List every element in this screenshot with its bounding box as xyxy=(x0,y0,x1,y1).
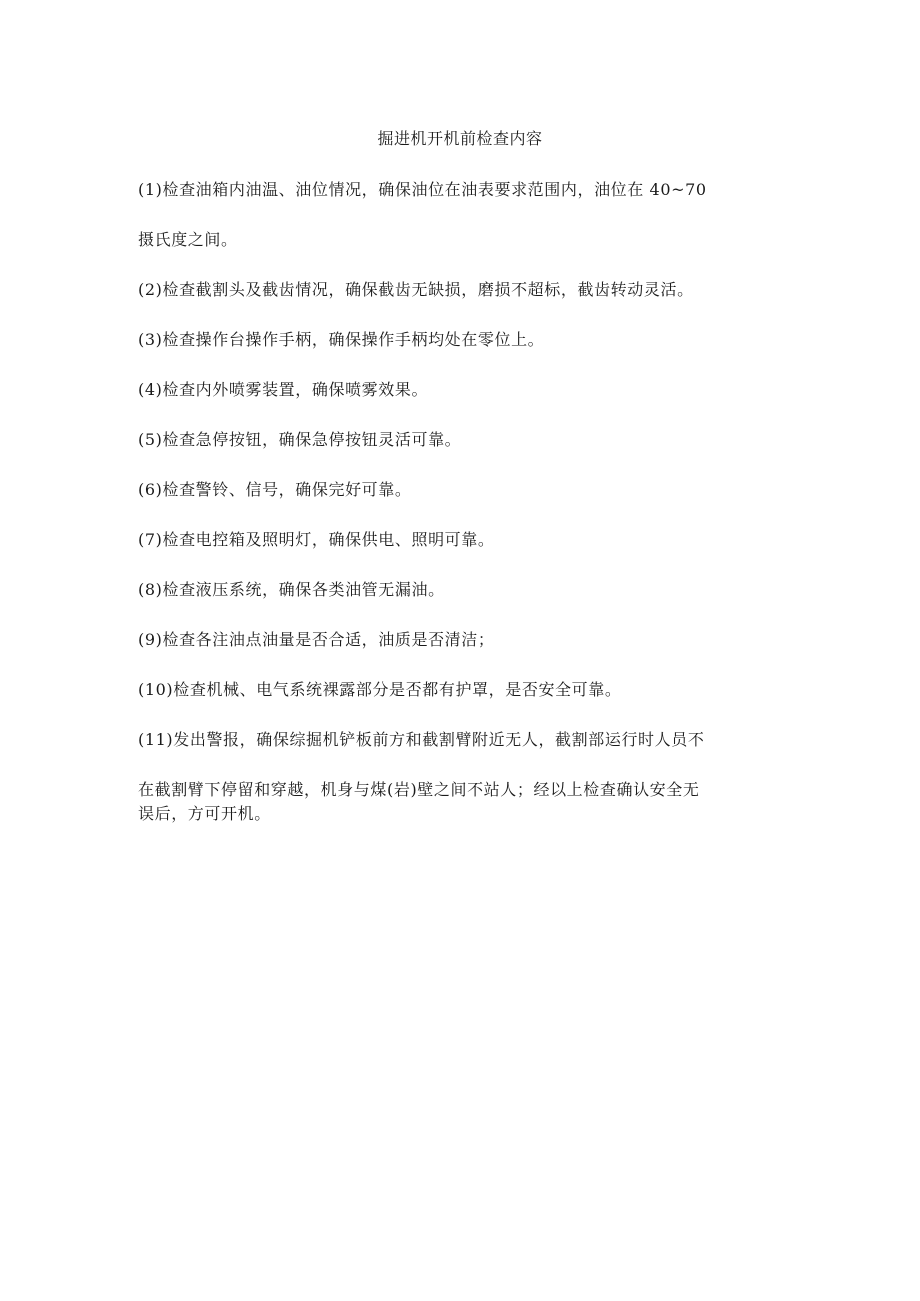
item-1-line-1: (1)检查油箱内油温、油位情况，确保油位在油表要求范围内，油位在 40~70 xyxy=(138,180,707,199)
item-4: (4)检查内外喷雾装置，确保喷雾效果。 xyxy=(138,380,429,399)
item-8: (8)检查液压系统，确保各类油管无漏油。 xyxy=(138,580,445,599)
item-11-line-1: (11)发出警报，确保综掘机铲板前方和截割臂附近无人，截割部运行时人员不 xyxy=(138,730,705,749)
item-2: (2)检查截割头及截齿情况，确保截齿无缺损，磨损不超标，截齿转动灵活。 xyxy=(138,280,694,299)
item-6: (6)检查警铃、信号，确保完好可靠。 xyxy=(138,480,412,499)
item-11-line-3: 误后，方可开机。 xyxy=(138,804,271,823)
item-9: (9)检查各注油点油量是否合适，油质是否清洁； xyxy=(138,630,495,649)
item-5: (5)检查急停按钮，确保急停按钮灵活可靠。 xyxy=(138,430,462,449)
item-1-line-2: 摄氏度之间。 xyxy=(138,230,238,249)
item-10: (10)检查机械、电气系统裸露部分是否都有护罩，是否安全可靠。 xyxy=(138,680,622,699)
document-title: 掘进机开机前检查内容 xyxy=(377,129,543,148)
item-3: (3)检查操作台操作手柄，确保操作手柄均处在零位上。 xyxy=(138,330,545,349)
item-7: (7)检查电控箱及照明灯，确保供电、照明可靠。 xyxy=(138,530,495,549)
item-11-line-2: 在截割臂下停留和穿越，机身与煤(岩)壁之间不站人；经以上检查确认安全无 xyxy=(138,780,700,799)
